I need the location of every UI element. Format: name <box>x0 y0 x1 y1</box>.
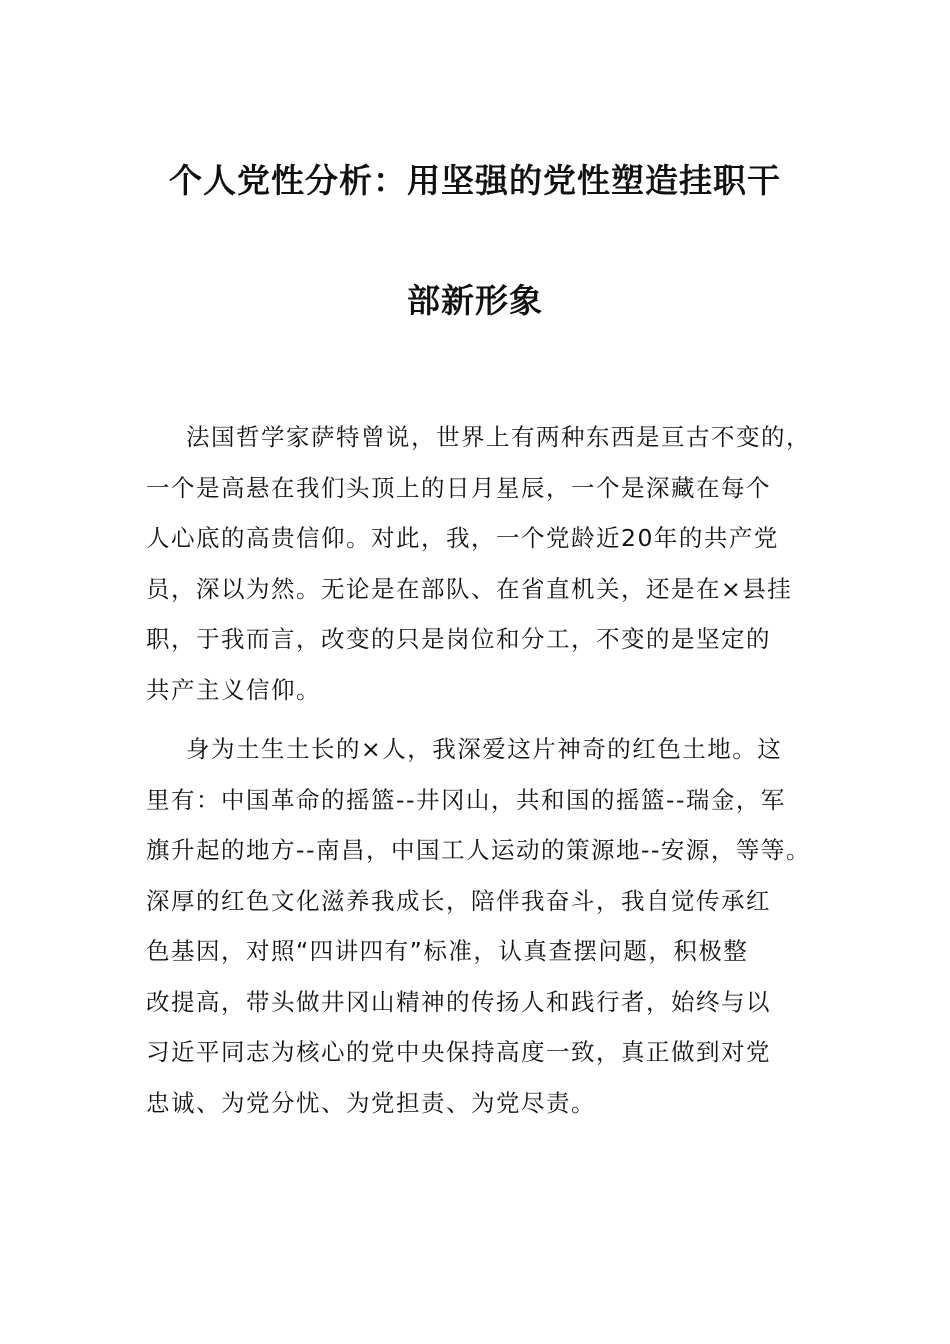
paragraph-line: 里有：中国革命的摇篮--井冈山，共和国的摇篮--瑞金，军 <box>146 785 786 814</box>
document-title-line-1: 个人党性分析：用坚强的党性塑造挂职干 <box>169 161 781 200</box>
paragraph-line: 法国哲学家萨特曾说，世界上有两种东西是亘古不变的， <box>186 423 811 451</box>
paragraph-line: 旗升起的地方--南昌，中国工人运动的策源地--安源，等等。 <box>146 836 811 864</box>
paragraph-line: 色基因，对照“四讲四有”标准，认真查摆问题，积极整 <box>146 937 749 965</box>
paragraph-line: 改提高，带头做井冈山精神的传扬人和践行者，始终与以 <box>146 987 771 1016</box>
paragraph-line: 忠诚、为党分忧、为党担责、为党尽责。 <box>146 1088 596 1117</box>
paragraph-line: 共产主义信仰。 <box>146 675 321 704</box>
document-title-line-2: 部新形象 <box>407 281 543 320</box>
paragraph-line: 深厚的红色文化滋养我成长，陪伴我奋斗，我自觉传承红 <box>146 886 771 915</box>
paragraph-2 <box>146 724 816 1128</box>
paragraph-line: 职，于我而言，改变的只是岗位和分工，不变的是坚定的 <box>146 625 771 653</box>
document-body <box>146 412 816 1128</box>
paragraph-line: 员，深以为然。无论是在部队、在省直机关，还是在×县挂 <box>146 574 793 603</box>
paragraph-1 <box>146 412 816 715</box>
paragraph-line: 人心底的高贵信仰。对此，我，一个党龄近20年的共产党 <box>146 524 779 552</box>
paragraph-line: 一个是高悬在我们头顶上的日月星辰，一个是深藏在每个 <box>146 473 771 502</box>
paragraph-line: 习近平同志为核心的党中央保持高度一致，真正做到对党 <box>146 1038 771 1066</box>
paragraph-spacer <box>146 715 816 724</box>
paragraph-line: 身为土生土长的×人，我深爱这片神奇的红色土地。这 <box>186 735 783 763</box>
